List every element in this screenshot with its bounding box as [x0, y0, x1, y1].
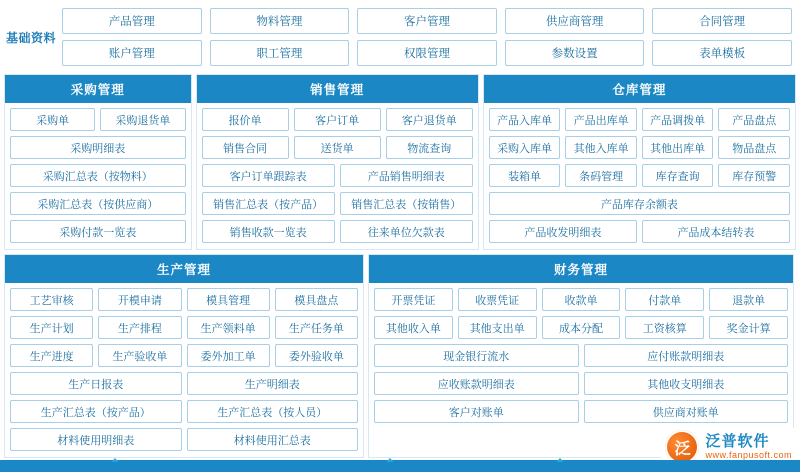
warehouse-item-2-1[interactable]: 条码管理	[565, 164, 637, 187]
panel-sales	[196, 74, 479, 250]
production-item-2-0[interactable]: 生产进度	[10, 344, 93, 367]
warehouse-item-0-1[interactable]: 产品出库单	[565, 108, 637, 131]
panel-sales-body	[197, 103, 478, 249]
panel-warehouse-body	[484, 103, 795, 249]
finance-item-1-2[interactable]: 成本分配	[542, 316, 621, 339]
warehouse-item-2-2[interactable]: 库存查询	[642, 164, 714, 187]
warehouse-item-1-1[interactable]: 其他入库单	[565, 136, 637, 159]
production-group-3	[10, 372, 358, 395]
sales-item-3-1[interactable]: 销售汇总表（按销售）	[340, 192, 473, 215]
production-item-3-1[interactable]: 生产明细表	[187, 372, 359, 395]
warehouse-item-3-0[interactable]: 产品库存余额表	[489, 192, 790, 215]
basic-data-label: 基础资料	[5, 30, 56, 45]
warehouse-item-1-3[interactable]: 物品盘点	[718, 136, 790, 159]
warehouse-item-4-1[interactable]: 产品成本结转表	[642, 220, 790, 243]
sales-item-0-1[interactable]: 客户订单	[294, 108, 381, 131]
basic-item-2[interactable]: 客户管理	[357, 8, 497, 34]
warehouse-item-0-3[interactable]: 产品盘点	[718, 108, 790, 131]
purchase-group-4	[10, 220, 186, 243]
sales-group-0	[202, 108, 473, 131]
basic-item-6[interactable]: 职工管理	[210, 40, 350, 66]
warehouse-group-2	[489, 164, 790, 187]
warehouse-item-0-0[interactable]: 产品入库单	[489, 108, 561, 131]
production-item-2-1[interactable]: 生产验收单	[98, 344, 181, 367]
purchase-group-0	[10, 108, 186, 131]
sales-item-1-0[interactable]: 销售合同	[202, 136, 289, 159]
basic-item-8[interactable]: 参数设置	[505, 40, 645, 66]
production-group-1	[10, 316, 358, 339]
bottom-bar	[0, 462, 800, 472]
finance-item-0-0[interactable]: 开票凭证	[374, 288, 453, 311]
sales-group-4	[202, 220, 473, 243]
finance-item-1-0[interactable]: 其他收入单	[374, 316, 453, 339]
warehouse-item-0-2[interactable]: 产品调拨单	[642, 108, 714, 131]
sales-item-3-0[interactable]: 销售汇总表（按产品）	[202, 192, 335, 215]
production-group-5	[10, 428, 358, 451]
purchase-item-4-0[interactable]: 采购付款一览表	[10, 220, 186, 243]
logo-text	[705, 433, 792, 461]
production-item-0-2[interactable]: 模具管理	[187, 288, 270, 311]
warehouse-item-2-3[interactable]: 库存预警	[718, 164, 790, 187]
production-item-5-1[interactable]: 材料使用汇总表	[187, 428, 359, 451]
finance-group-2	[374, 344, 788, 367]
logo-website-url: www.fanpusoft.com	[705, 450, 792, 461]
sales-item-4-1[interactable]: 往来单位欠款表	[340, 220, 473, 243]
sales-item-0-2[interactable]: 客户退货单	[386, 108, 473, 131]
production-group-0	[10, 288, 358, 311]
panel-purchase-title: 采购管理	[5, 75, 191, 103]
warehouse-item-1-2[interactable]: 其他出库单	[642, 136, 714, 159]
finance-item-4-0[interactable]: 客户对账单	[374, 400, 579, 423]
sales-group-3	[202, 192, 473, 215]
panel-production-body	[5, 283, 363, 457]
panel-purchase-body	[5, 103, 191, 249]
purchase-item-3-0[interactable]: 采购汇总表（按供应商）	[10, 192, 186, 215]
production-item-4-0[interactable]: 生产汇总表（按产品）	[10, 400, 182, 423]
purchase-item-0-0[interactable]: 采购单	[10, 108, 95, 131]
finance-item-0-3[interactable]: 付款单	[625, 288, 704, 311]
production-group-4	[10, 400, 358, 423]
warehouse-item-4-0[interactable]: 产品收发明细表	[489, 220, 637, 243]
logo-mark-icon: 泛	[665, 430, 699, 464]
production-item-2-2[interactable]: 委外加工单	[187, 344, 270, 367]
production-item-4-1[interactable]: 生产汇总表（按人员）	[187, 400, 359, 423]
basic-item-7[interactable]: 权限管理	[357, 40, 497, 66]
production-item-1-1[interactable]: 生产排程	[98, 316, 181, 339]
production-item-0-3[interactable]: 模具盘点	[275, 288, 358, 311]
finance-group-1	[374, 316, 788, 339]
finance-item-3-1[interactable]: 其他收支明细表	[584, 372, 789, 395]
finance-item-2-0[interactable]: 现金银行流水	[374, 344, 579, 367]
production-item-1-3[interactable]: 生产任务单	[275, 316, 358, 339]
panel-finance-title: 财务管理	[369, 255, 793, 283]
production-item-1-2[interactable]: 生产领料单	[187, 316, 270, 339]
module-row-top	[0, 74, 800, 254]
finance-group-0	[374, 288, 788, 311]
finance-item-3-0[interactable]: 应收账款明细表	[374, 372, 579, 395]
sales-item-4-0[interactable]: 销售收款一览表	[202, 220, 335, 243]
production-item-2-3[interactable]: 委外验收单	[275, 344, 358, 367]
panel-production	[4, 254, 364, 458]
sales-item-1-1[interactable]: 送货单	[294, 136, 381, 159]
finance-item-0-4[interactable]: 退款单	[709, 288, 788, 311]
sales-group-1	[202, 136, 473, 159]
finance-item-0-1[interactable]: 收票凭证	[458, 288, 537, 311]
finance-group-4	[374, 400, 788, 423]
finance-item-0-2[interactable]: 收款单	[542, 288, 621, 311]
basic-item-3[interactable]: 供应商管理	[505, 8, 645, 34]
finance-item-2-1[interactable]: 应付账款明细表	[584, 344, 789, 367]
purchase-group-2	[10, 164, 186, 187]
panel-sales-title: 销售管理	[197, 75, 478, 103]
production-group-2	[10, 344, 358, 367]
finance-item-4-1[interactable]: 供应商对账单	[584, 400, 789, 423]
sales-item-0-0[interactable]: 报价单	[202, 108, 289, 131]
warehouse-group-4	[489, 220, 790, 243]
panel-warehouse-title: 仓库管理	[484, 75, 795, 103]
basic-item-9[interactable]: 表单模板	[652, 40, 792, 66]
purchase-group-3	[10, 192, 186, 215]
sales-item-2-1[interactable]: 产品销售明细表	[340, 164, 473, 187]
sales-group-2	[202, 164, 473, 187]
sales-item-2-0[interactable]: 客户订单跟踪表	[202, 164, 335, 187]
sales-item-1-2[interactable]: 物流查询	[386, 136, 473, 159]
panel-warehouse	[483, 74, 796, 250]
basic-item-1[interactable]: 物料管理	[210, 8, 350, 34]
logo-company-name: 泛普软件	[705, 433, 770, 451]
finance-item-1-3[interactable]: 工资核算	[625, 316, 704, 339]
production-item-5-0[interactable]: 材料使用明细表	[10, 428, 182, 451]
basic-data-section	[0, 0, 800, 74]
warehouse-group-1	[489, 136, 790, 159]
purchase-item-1-0[interactable]: 采购明细表	[10, 136, 186, 159]
basic-data-grid	[62, 4, 796, 70]
panel-production-title: 生产管理	[5, 255, 363, 283]
production-item-3-0[interactable]: 生产日报表	[10, 372, 182, 395]
warehouse-group-0	[489, 108, 790, 131]
finance-group-3	[374, 372, 788, 395]
finance-item-1-4[interactable]: 奖金计算	[709, 316, 788, 339]
purchase-item-0-1[interactable]: 采购退货单	[100, 108, 185, 131]
panel-purchase	[4, 74, 192, 250]
purchase-group-1	[10, 136, 186, 159]
production-item-1-0[interactable]: 生产计划	[10, 316, 93, 339]
production-item-0-1[interactable]: 开模申请	[98, 288, 181, 311]
warehouse-item-2-0[interactable]: 装箱单	[489, 164, 561, 187]
basic-item-0[interactable]: 产品管理	[62, 8, 202, 34]
production-item-0-0[interactable]: 工艺审核	[10, 288, 93, 311]
basic-item-5[interactable]: 账户管理	[62, 40, 202, 66]
warehouse-group-3	[489, 192, 790, 215]
warehouse-item-1-0[interactable]: 采购入库单	[489, 136, 561, 159]
panel-finance-body	[369, 283, 793, 429]
finance-item-1-1[interactable]: 其他支出单	[458, 316, 537, 339]
basic-item-4[interactable]: 合同管理	[652, 8, 792, 34]
purchase-item-2-0[interactable]: 采购汇总表（按物料）	[10, 164, 186, 187]
